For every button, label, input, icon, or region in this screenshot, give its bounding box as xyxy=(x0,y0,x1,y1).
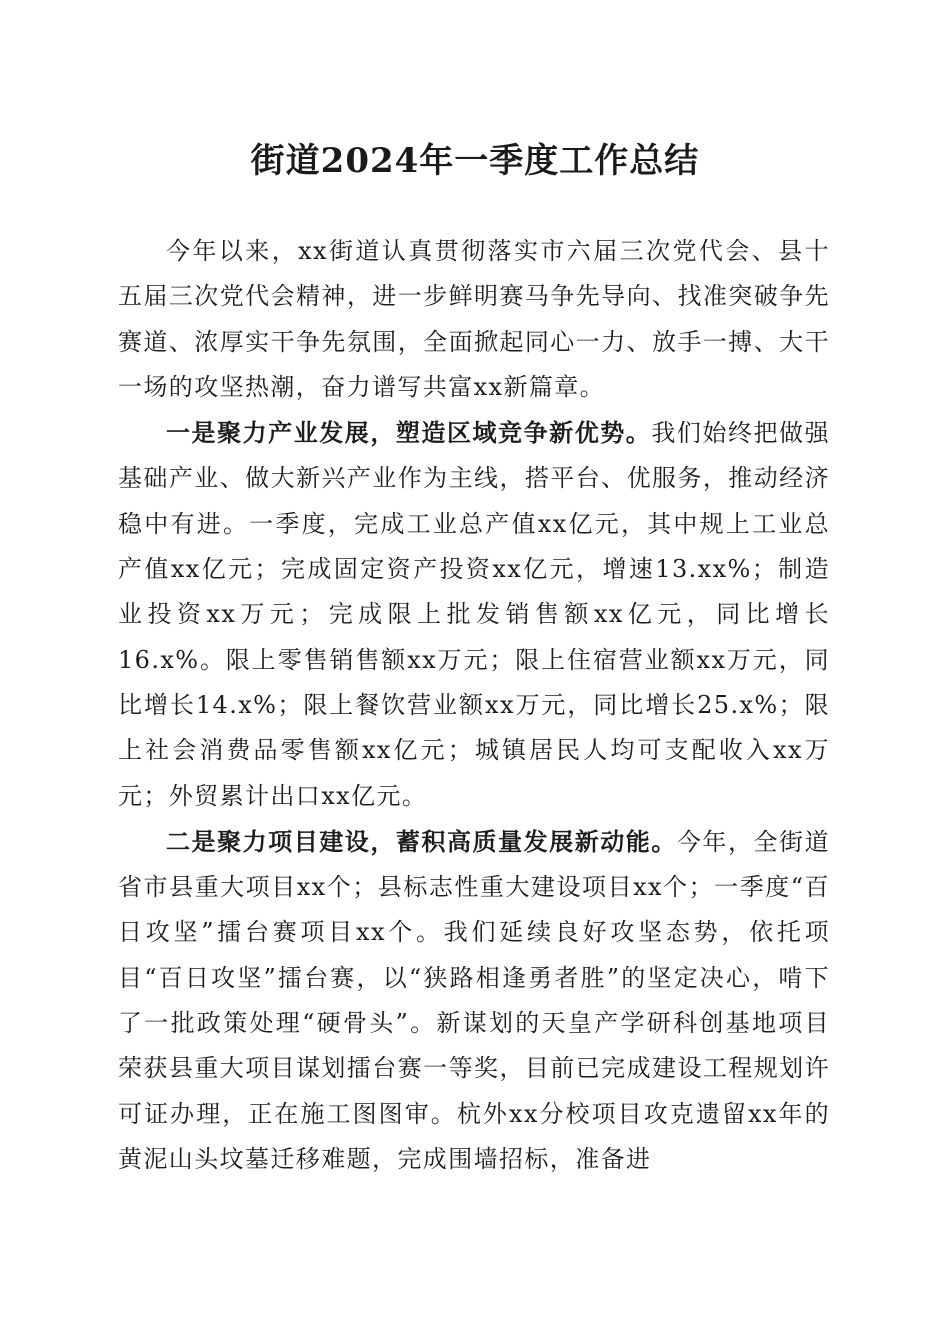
paragraph-text: 今年，全街道省市县重大项目xx个；县标志性重大建设项目xx个；一季度“百日攻坚”擂台赛项目xx个。我们延续良好攻坚态势，依托项目“百日攻坚”擂台赛，以“狭路相逢勇者胜”的坚定决心，啃下了一批政策处理“硬骨头”。新谋划的天皇产学研科创基地项目荣获县重大项目谋划擂台赛一等奖，目前已完成建设工程规划许可证办理，正在施工图图审。杭外xx分校项目攻克遗留xx年的黄泥山头坟墓迁移难题，完成围墙招标，准备进 xyxy=(118,827,830,1173)
paragraph-text: 我们始终把做强基础产业、做大新兴产业作为主线，搭平台、优服务，推动经济稳中有进。一季度，完成工业总产值xx亿元，其中规上工业总产值xx亿元；完成固定资产投资xx亿元，增速13.xx%；制造业投资xx万元；完成限上批发销售额xx亿元，同比增长16.x%。限上零售销售额xx万元；限上住宿营业额xx万元，同比增长14.x%；限上餐饮营业额xx万元，同比增长25.x%；限上社会消费品零售额xx亿元；城镇居民人均可支配收入xx万元；外贸累计出口xx亿元。 xyxy=(118,419,830,810)
document-title: 街道2024年一季度工作总结 xyxy=(250,141,700,181)
paragraph-industry xyxy=(118,410,830,819)
paragraph-lead: 一是聚力产业发展，塑造区域竞争新优势。 xyxy=(166,418,652,448)
paragraph-intro xyxy=(118,228,830,410)
document-body xyxy=(118,228,830,1182)
paragraph-text: 今年以来，xx街道认真贯彻落实市六届三次党代会、县十五届三次党代会精神，进一步鲜明赛马争先导向、找准突破争先赛道、浓厚实干争先氛围，全面掀起同心一力、放手一搏、大干一场的攻坚热潮，奋力谱写共富xx新篇章。 xyxy=(118,237,830,401)
paragraph-lead: 二是聚力项目建设，蓄积高质量发展新动能。 xyxy=(166,826,677,856)
paragraph-projects xyxy=(118,819,830,1182)
